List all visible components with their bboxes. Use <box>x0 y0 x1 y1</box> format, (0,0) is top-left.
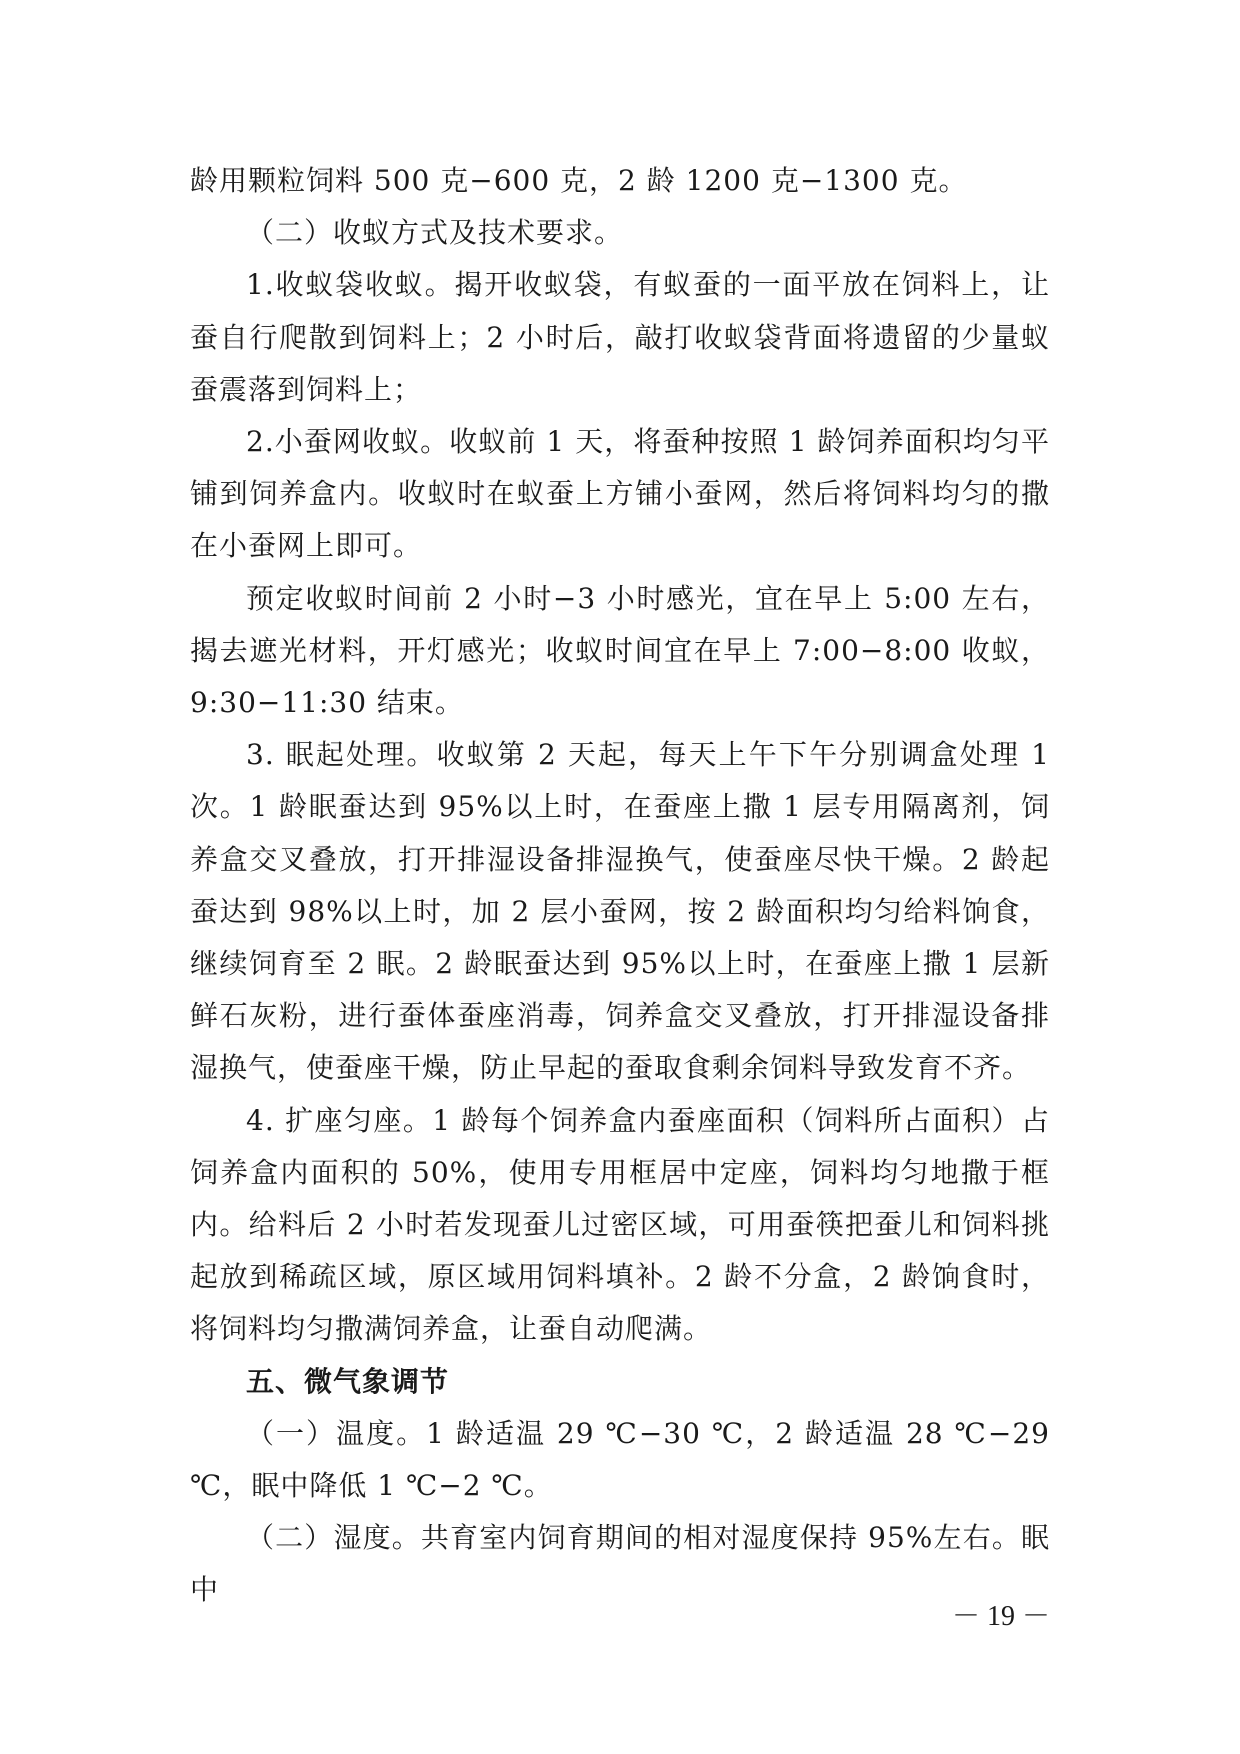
page-number: － 19 － <box>951 1601 1050 1632</box>
paragraph-molting: 3. 眠起处理。收蚁第 2 天起，每天上午下午分别调盒处理 1 次。1 龄眠蚕达到 95%以上时，在蚕座上撒 1 层专用隔离剂，饲养盒交叉叠放，打开排湿设备排湿换气，使蚕座尽快干燥。2 龄起蚕达到 98%以上时，加 2 层小蚕网，按 2 龄面积均匀给料饷食，继续饲育至 2 眠。2 龄眠蚕达到 95%以上时，在蚕座上撒 1 层新鲜石灰粉，进行蚕体蚕座消毒，饲养盒交叉叠放，打开排湿设备排湿换气，使蚕座干燥，防止早起的蚕取食剩余饲料导致发育不齐。 <box>190 738 1050 1085</box>
paragraph-feed-amount: 龄用颗粒饲料 500 克−600 克，2 龄 1200 克−1300 克。 <box>190 164 968 197</box>
paragraph-method-heading: （二）收蚁方式及技术要求。 <box>246 216 624 250</box>
section-heading-microclimate: 五、微气象调节 <box>246 1364 450 1398</box>
paragraph-light-timing: 预定收蚁时间前 2 小时−3 小时感光，宜在早上 5:00 左右，揭去遮光材料，开灯感光；收蚁时间宜在早上 7:00−8:00 收蚁，9:30−11:30 结束。 <box>190 581 1050 720</box>
paragraph-bag-method: 1.收蚁袋收蚁。揭开收蚁袋，有蚁蚕的一面平放在饲料上，让蚕自行爬散到饲料上；2 小时后，敲打收蚁袋背面将遗留的少量蚁蚕震落到饲料上； <box>190 268 1050 406</box>
paragraph-temperature: （一）温度。1 龄适温 29 ℃−30 ℃，2 龄适温 28 ℃−29 ℃，眠中降低 1 ℃−2 ℃。 <box>190 1416 1050 1503</box>
paragraph-net-method: 2.小蚕网收蚁。收蚁前 1 天，将蚕种按照 1 龄饲养面积均匀平铺到饲养盒内。收蚁时在蚁蚕上方铺小蚕网，然后将饲料均匀的撒在小蚕网上即可。 <box>190 425 1050 563</box>
document-body <box>190 155 1050 1617</box>
paragraph-humidity: （二）湿度。共育室内饲育期间的相对湿度保持 95%左右。眠中 <box>190 1521 1050 1607</box>
paragraph-spacing: 4. 扩座匀座。1 龄每个饲养盒内蚕座面积（饲料所占面积）占饲养盒内面积的 50%，使用专用框居中定座，饲料均匀地撒于框内。给料后 2 小时若发现蚕儿过密区域，可用蚕筷把蚕儿和饲料挑起放到稀疏区域，原区域用饲料填补。2 龄不分盒，2 龄饷食时，将饲料均匀撒满饲养盒，让蚕自动爬满。 <box>190 1103 1050 1346</box>
